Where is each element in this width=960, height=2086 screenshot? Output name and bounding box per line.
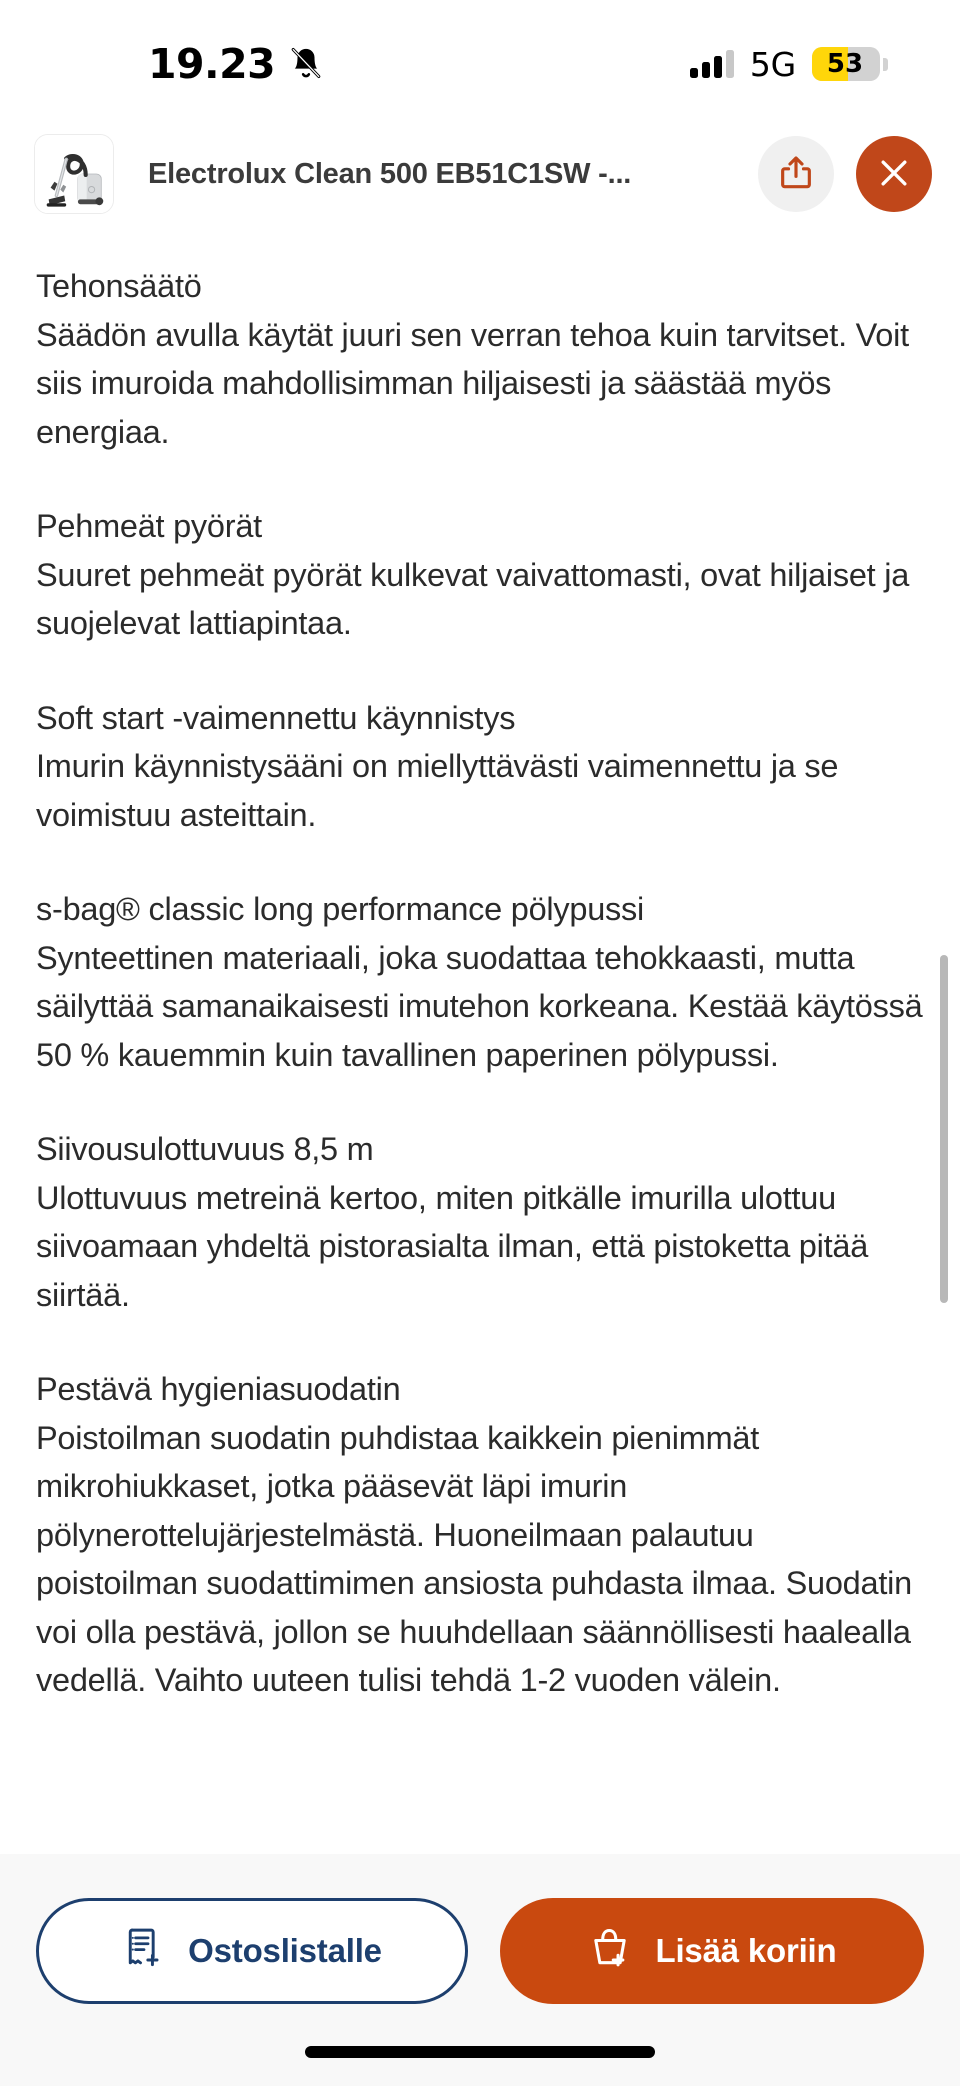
bell-slash-icon	[289, 45, 323, 86]
section-title: Pehmeät pyörät	[36, 508, 262, 544]
add-to-cart-label: Lisää koriin	[655, 1932, 837, 1969]
vacuum-cleaner-thumbnail[interactable]	[34, 134, 114, 214]
section-title: Soft start -vaimennettu käynnistys	[36, 699, 516, 736]
add-to-cart-button[interactable]	[500, 1898, 924, 2004]
description-section	[36, 885, 924, 1079]
add-to-shopping-list-button[interactable]	[36, 1898, 468, 2004]
section-body: Imurin käynnistysääni on miellyttävästi vaimennettu ja se voimistuu asteittain.	[36, 748, 839, 833]
section-body: Suuret pehmeät pyörät kulkevat vaivattomasti, ovat hiljaiset ja suojelevat lattiapintaa.	[36, 556, 910, 641]
section-body: Synteettinen materiaali, joka suodattaa tehokkaasti, mutta säilyttää samanaikaisesti imutehon korkeana. Kestää käytössä 50 % kauemmin kuin tavallinen paperinen pölypussi.	[36, 939, 923, 1073]
status-bar-right	[690, 45, 888, 84]
section-body: Säädön avulla käytät juuri sen verran tehoa kuin tarvitset. Voit siis imuroida mahdollisimman hiljaisesti ja säästää myös energiaa.	[36, 316, 909, 450]
battery-cap	[883, 58, 888, 71]
page-title: Electrolux Clean 500 EB51C1SW -...	[148, 157, 632, 190]
section-title: s-bag® classic long performance pölypussi	[36, 891, 645, 927]
battery-indicator	[812, 47, 888, 81]
close-button[interactable]	[856, 136, 932, 212]
basket-plus-icon	[587, 1924, 633, 1978]
description-section	[36, 1125, 924, 1319]
close-icon	[874, 153, 914, 196]
section-title: Pestävä hygieniasuodatin	[36, 1371, 401, 1407]
signal-bars-icon	[690, 50, 734, 78]
network-label: 5G	[749, 44, 796, 84]
scrollbar[interactable]	[940, 955, 948, 1303]
section-body: Ulottuvuus metreinä kertoo, miten pitkälle imurilla ulottuu siivoamaan yhdeltä pistorasialta ilman, että pistoketta pitää siirtää.	[36, 1179, 869, 1313]
section-title: Siivousulottuvuus 8,5 m	[36, 1131, 374, 1167]
product-description	[0, 262, 960, 1854]
home-indicator[interactable]	[305, 2046, 655, 2058]
battery-percent: 53	[826, 49, 864, 79]
description-section	[36, 262, 924, 456]
scrollbar-thumb[interactable]	[940, 955, 948, 1303]
page-header	[0, 110, 960, 238]
section-body: Poistoilman suodatin puhdistaa kaikkein pienimmät mikrohiukkaset, jotka pääsevät läpi imurin pölynerottelujärjestelmästä. Huoneilmaan palautuu poistoilman suodattimimen ansiosta puhdasta ilmaa. Suodatin voi olla pestävä, jollon se huuhdellaan säännöllisesti haalealla vedellä. Vaihto uuteen tulisi tehdä 1-2 vuoden välein.	[36, 1419, 912, 1698]
share-icon	[776, 153, 816, 196]
share-button[interactable]	[758, 136, 834, 212]
description-section	[36, 694, 924, 840]
shopping-list-label: Ostoslistalle	[188, 1932, 382, 1969]
section-title: Tehonsäätö	[36, 268, 202, 304]
description-section	[36, 1365, 924, 1705]
battery-icon	[812, 47, 880, 81]
receipt-plus-icon	[122, 1925, 166, 1977]
status-time: 19.23	[148, 40, 276, 88]
status-bar-left	[148, 40, 323, 88]
status-bar	[0, 0, 960, 110]
description-section	[36, 502, 924, 648]
